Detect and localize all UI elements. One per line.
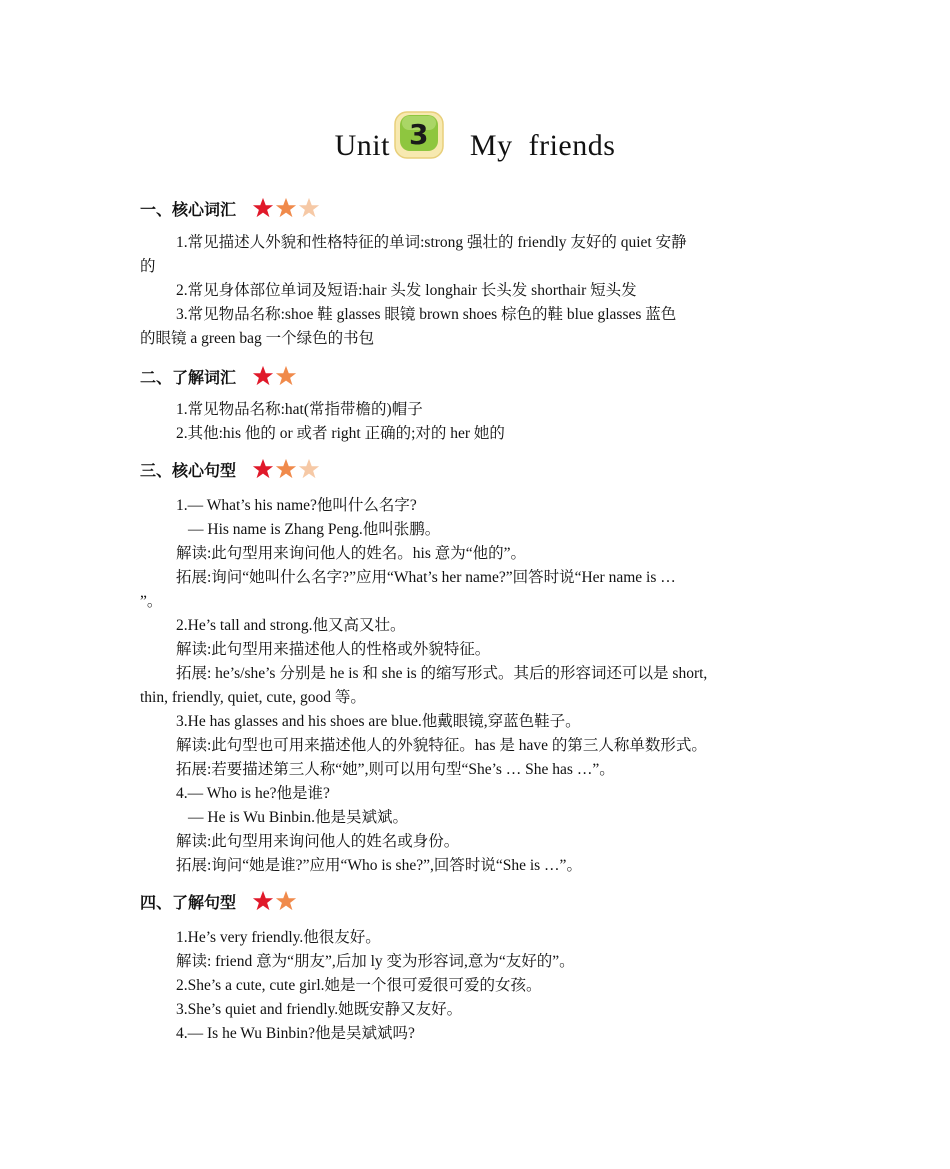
text-line: — His name is Zhang Peng.他叫张鹏。 (188, 521, 441, 538)
star-icon (275, 458, 297, 480)
text-line: 2.其他:his 他的 or 或者 right 正确的;对的 her 她的 (176, 425, 505, 442)
section-heading-text: 四、了解句型 (140, 892, 237, 912)
text-line: 拓展: he’s/she’s 分别是 he is 和 she is 的缩写形式。其后的形容词还可以是 short, (176, 665, 708, 682)
section-heading-core-sentences (140, 454, 321, 484)
rating-stars (252, 890, 298, 912)
text-line: 2.常见身体部位单词及短语:hair 头发 longhair 长头发 shorthair 短头发 (176, 282, 637, 299)
text-line: 解读:此句型用来描述他人的性格或外貌特征。 (176, 641, 491, 658)
text-line: 2.She’s a cute, cute girl.她是一个很可爱很可爱的女孩。 (176, 977, 542, 994)
text-line: 1.常见描述人外貌和性格特征的单词:strong 强壮的 friendly 友好的 quiet 安静 (176, 234, 687, 251)
text-line: 拓展:询问“她叫什么名字?”应用“What’s her name?”回答时说“Her name is … (176, 569, 676, 586)
text-line: 2.He’s tall and strong.他又高又壮。 (176, 617, 406, 634)
star-icon (298, 197, 320, 219)
text-line: 的 (140, 258, 156, 275)
text-line: 1.He’s very friendly.他很友好。 (176, 929, 381, 946)
text-line: 解读:此句型用来询问他人的姓名或身份。 (176, 833, 460, 850)
text-line: 4.— Who is he?他是谁? (176, 785, 330, 802)
text-line: — He is Wu Binbin.他是吴斌斌。 (188, 809, 408, 826)
star-icon (252, 890, 274, 912)
text-line: 1.常见物品名称:hat(常指带檐的)帽子 (176, 401, 423, 418)
text-line: ”。 (140, 593, 163, 610)
text-line: 1.— What’s his name?他叫什么名字? (176, 497, 417, 514)
text-line: 解读:此句型也可用来描述他人的外貌特征。has 是 have 的第三人称单数形式。 (176, 737, 707, 754)
section-heading-core-vocabulary (140, 193, 321, 223)
star-icon (252, 197, 274, 219)
star-icon (252, 458, 274, 480)
section-heading-text: 三、核心句型 (140, 460, 237, 480)
section-heading-extra-sentences (140, 886, 298, 916)
text-line: 的眼镜 a green bag 一个绿色的书包 (140, 330, 375, 347)
text-line: 拓展:询问“她是谁?”应用“Who is she?”,回答时说“She is …”。 (176, 857, 582, 874)
text-line: thin, friendly, quiet, cute, good 等。 (140, 689, 366, 706)
star-icon (298, 458, 320, 480)
text-line: 3.She’s quiet and friendly.她既安静又友好。 (176, 1001, 463, 1018)
section-heading-text: 二、了解词汇 (140, 367, 237, 387)
text-line: 解读: friend 意为“朋友”,后加 ly 变为形容词,意为“友好的”。 (176, 953, 575, 970)
text-line: 拓展:若要描述第三人称“她”,则可以用句型“She’s … She has …”。 (176, 761, 615, 778)
star-icon (275, 197, 297, 219)
title-name: My friends (469, 129, 616, 162)
section-heading-extra-vocabulary (140, 361, 298, 391)
page-title (0, 108, 950, 168)
unit-number: 3 (408, 118, 429, 151)
star-icon (275, 365, 297, 387)
rating-stars (252, 458, 321, 480)
unit-number-badge (392, 109, 446, 161)
text-line: 解读:此句型用来询问他人的姓名。his 意为“他的”。 (176, 545, 527, 562)
title-unit: Unit (334, 129, 390, 162)
text-line: 3.常见物品名称:shoe 鞋 glasses 眼镜 brown shoes 棕色的鞋 blue glasses 蓝色 (176, 306, 677, 323)
rating-stars (252, 197, 321, 219)
star-icon (275, 890, 297, 912)
star-icon (252, 365, 274, 387)
text-line: 4.— Is he Wu Binbin?他是吴斌斌吗? (176, 1025, 415, 1042)
text-line: 3.He has glasses and his shoes are blue.他戴眼镜,穿蓝色鞋子。 (176, 713, 581, 730)
section-heading-text: 一、核心词汇 (140, 199, 237, 219)
rating-stars (252, 365, 298, 387)
